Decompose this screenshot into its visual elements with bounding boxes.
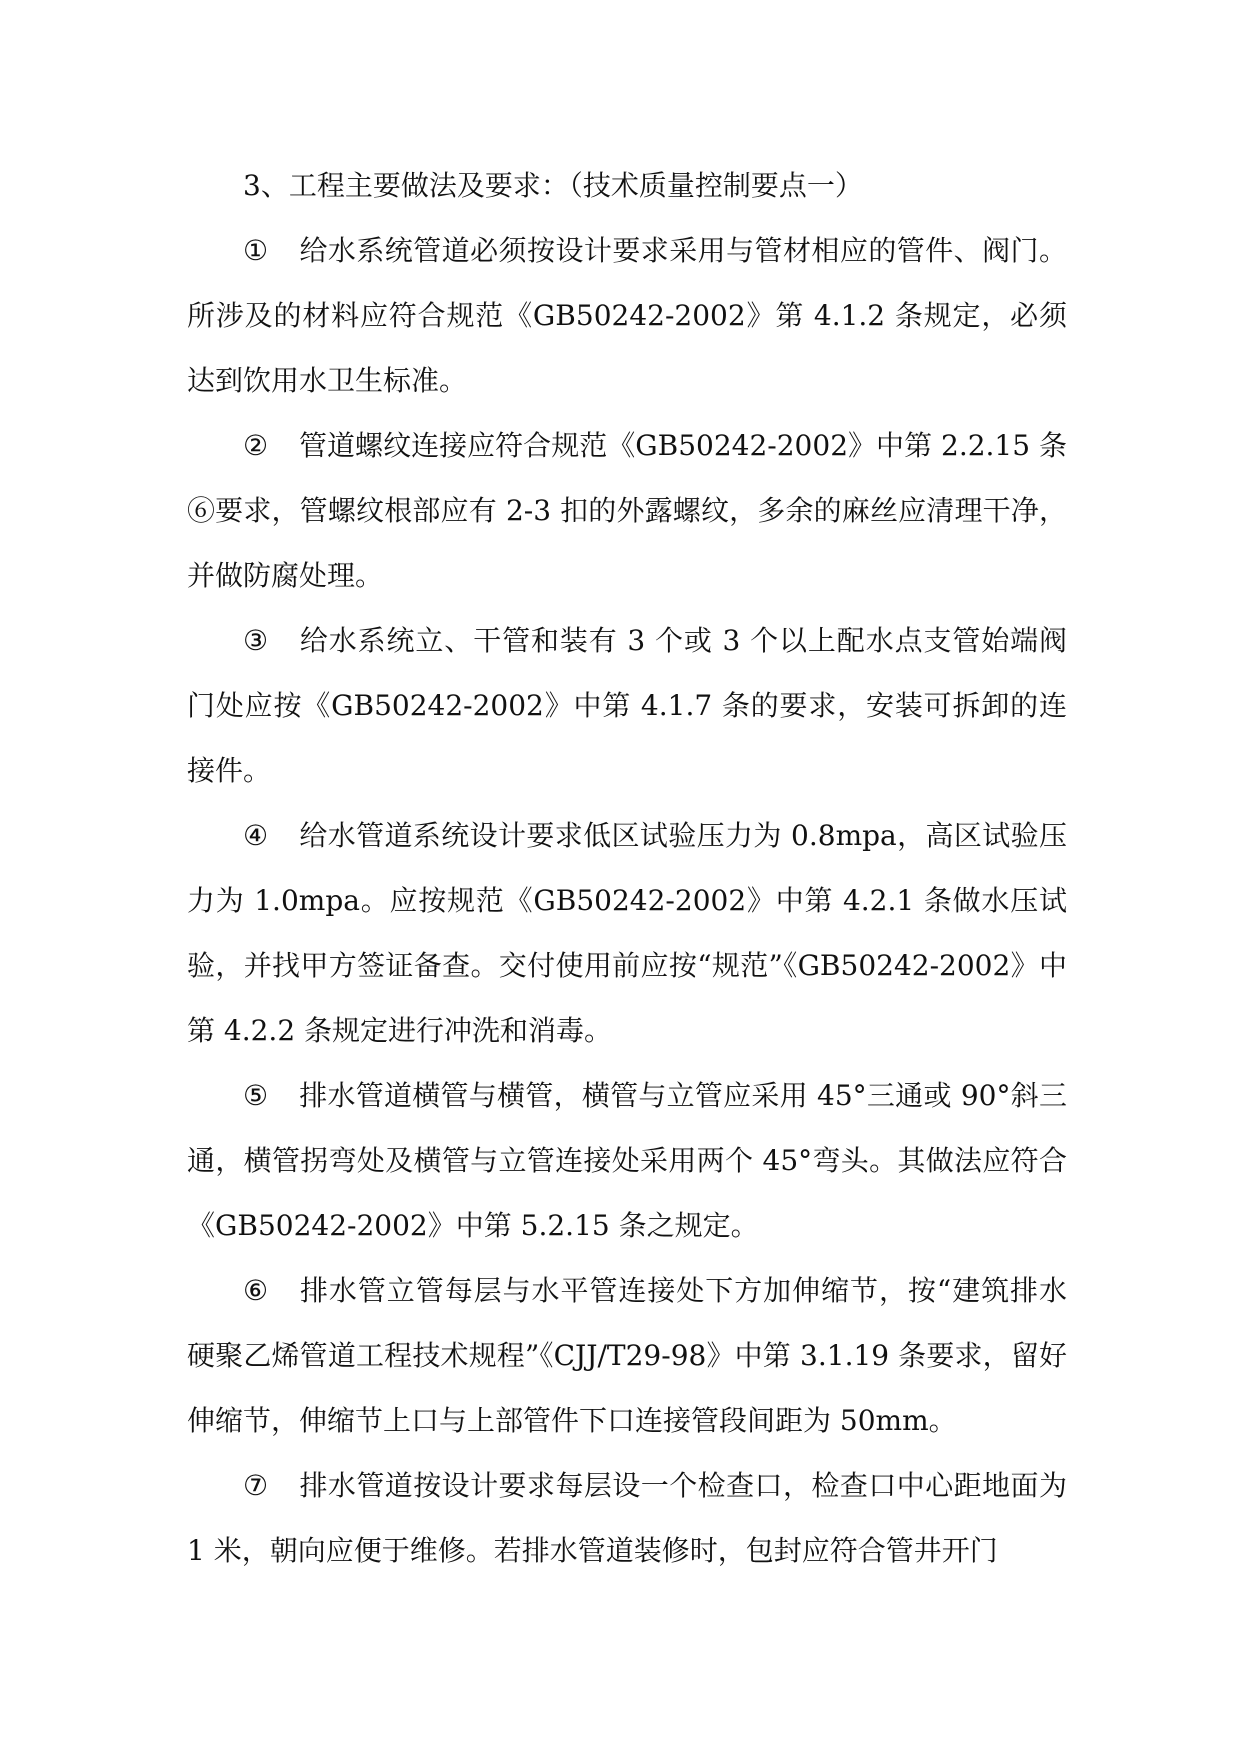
- list-item: [187, 803, 1067, 1063]
- item-marker: ⑥: [243, 1274, 269, 1307]
- item-text: 管道螺纹连接应符合规范《GB50242-2002》中第 2.2.15 条⑥要求，管螺纹根部应有 2-3 扣的外露螺纹，多余的麻丝应清理干净，并做防腐处理。: [187, 429, 1067, 592]
- item-marker: ④: [243, 819, 269, 852]
- document-body: [187, 153, 1067, 1583]
- list-item: [187, 218, 1067, 413]
- item-marker: ①: [243, 234, 269, 267]
- item-marker: ②: [243, 429, 269, 462]
- list-item: [187, 1258, 1067, 1453]
- list-item: [187, 413, 1067, 608]
- item-text: 给水系统立、干管和装有 3 个或 3 个以上配水点支管始端阀门处应按《GB50242-2002》中第 4.1.7 条的要求，安装可拆卸的连接件。: [187, 624, 1067, 787]
- list-item: [187, 1453, 1067, 1583]
- item-text: 排水管立管每层与水平管连接处下方加伸缩节，按“建筑排水硬聚乙烯管道工程技术规程”《CJJ/T29-98》中第 3.1.19 条要求，留好伸缩节，伸缩节上口与上部管件下口连接管段间距为 50mm。: [187, 1274, 1067, 1437]
- item-text: 排水管道横管与横管，横管与立管应采用 45°三通或 90°斜三通，横管拐弯处及横管与立管连接处采用两个 45°弯头。其做法应符合《GB50242-2002》中第 5.2.15 条之规定。: [187, 1079, 1067, 1242]
- section-heading: 3、工程主要做法及要求：（技术质量控制要点一）: [243, 169, 863, 202]
- list-item: [187, 1063, 1067, 1258]
- item-marker: ⑦: [243, 1469, 269, 1502]
- item-marker: ⑤: [243, 1079, 269, 1112]
- item-text: 给水管道系统设计要求低区试验压力为 0.8mpa，高区试验压力为 1.0mpa。应按规范《GB50242-2002》中第 4.2.1 条做水压试验，并找甲方签证备查。交付使用前应按“规范”《GB50242-2002》中第 4.2.2 条规定进行冲洗和消毒。: [187, 819, 1067, 1047]
- item-text: 给水系统管道必须按设计要求采用与管材相应的管件、阀门。所涉及的材料应符合规范《GB50242-2002》第 4.1.2 条规定，必须达到饮用水卫生标准。: [187, 234, 1067, 397]
- item-marker: ③: [243, 624, 269, 657]
- list-item: [187, 608, 1067, 803]
- item-text: 排水管道按设计要求每层设一个检查口，检查口中心距地面为 1 米，朝向应便于维修。若排水管道装修时，包封应符合管井开门: [187, 1469, 1067, 1567]
